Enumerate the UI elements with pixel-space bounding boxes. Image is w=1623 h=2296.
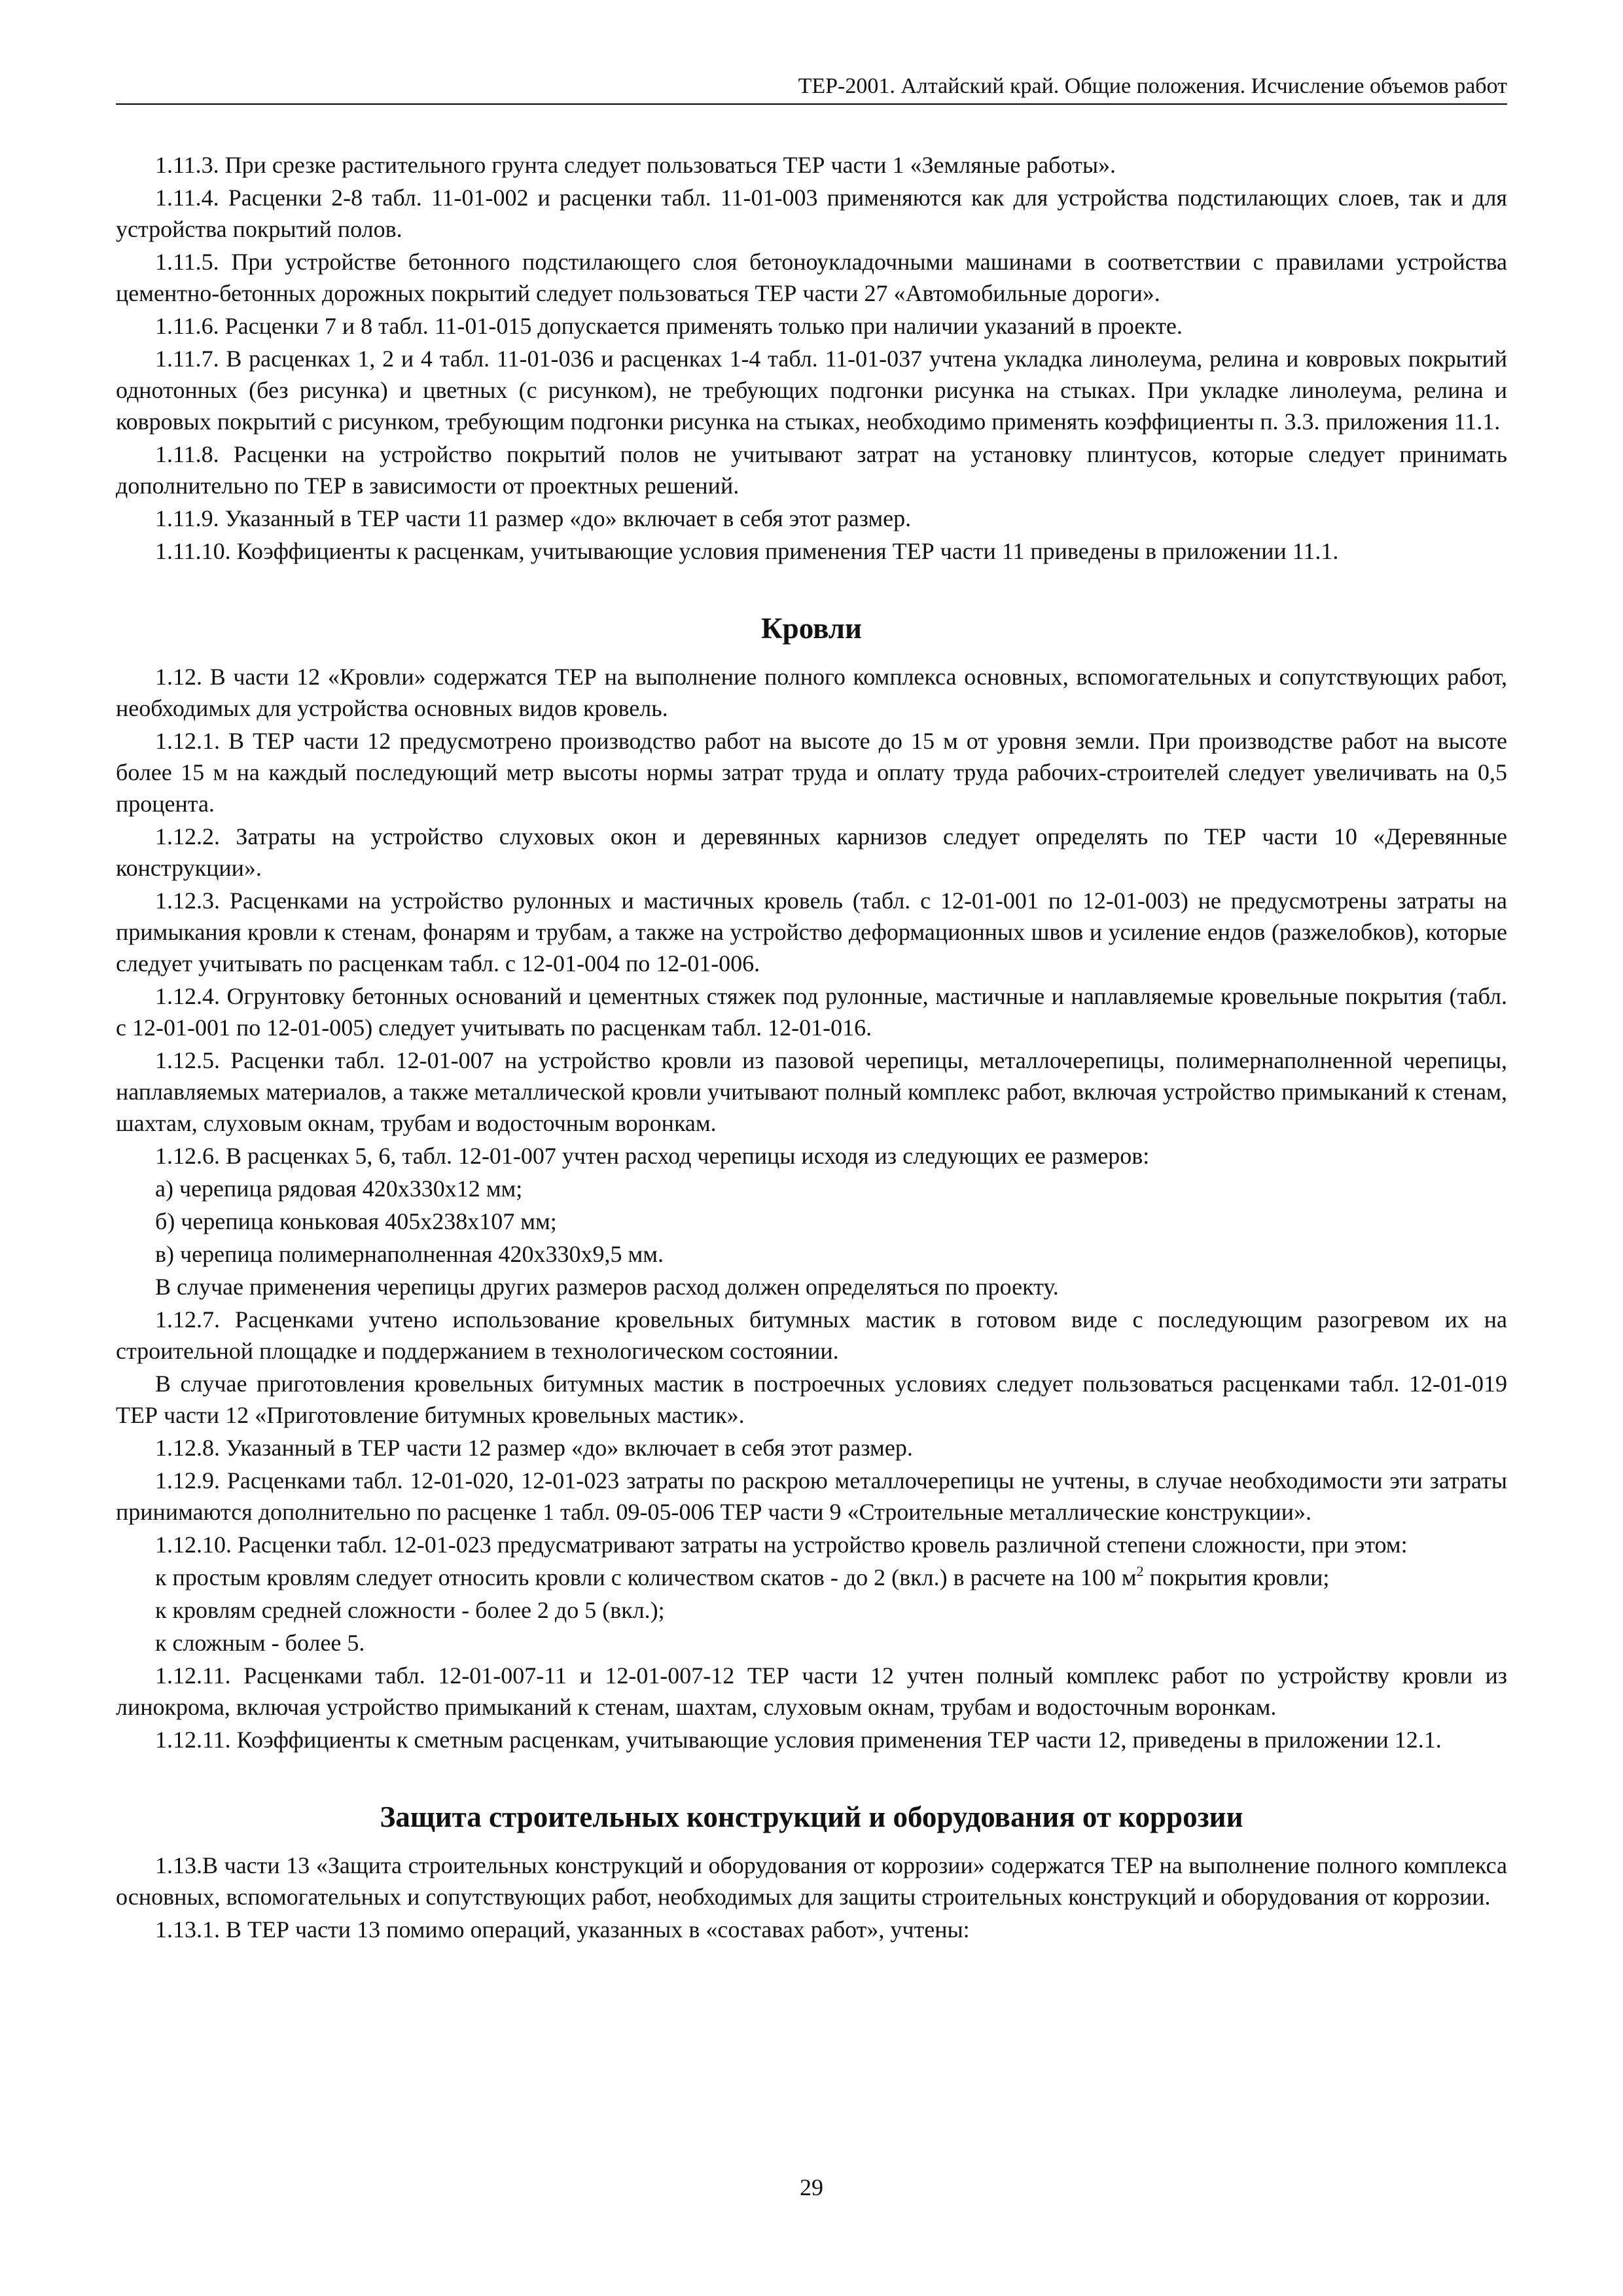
paragraph-1-12: 1.12. В части 12 «Кровли» содержатся ТЕР на выполнение полного комплекса основных, вспомогательных и сопутствующих работ, необходимых для устройства основных видов кровель.	[116, 664, 1507, 721]
list-item-tile-a: а) черепица рядовая 420х330х12 мм;	[155, 1175, 523, 1202]
section-heading-corrosion: Защита строительных конструкций и оборудования от коррозии	[380, 1801, 1243, 1833]
paragraph-1-11-6: 1.11.6. Расценки 7 и 8 табл. 11-01-015 допускается применять только при наличии указаний в проекте.	[155, 313, 1183, 339]
simple-roofs-text: к простым кровлям следует относить кровли с количеством скатов - до 2 (вкл.) в расчете на 100 м	[155, 1564, 1137, 1590]
running-title: ТЕР-2001. Алтайский край. Общие положения. Исчисление объемов работ	[798, 74, 1507, 98]
paragraph-mastic-preparation: В случае приготовления кровельных битумных мастик в построечных условиях следует пользоваться расценками табл. 12-01-019 ТЕР части 12 «Приготовление битумных кровельных мастик».	[116, 1371, 1507, 1428]
paragraph-1-12-8: 1.12.8. Указанный в ТЕР части 12 размер «до» включает в себя этот размер.	[155, 1435, 913, 1461]
paragraph-1-12-11-coefficients: 1.12.11. Коэффициенты к сметным расценкам, учитывающие условия применения ТЕР части 12, приведены в приложении 12.1.	[155, 1727, 1442, 1753]
paragraph-1-12-11-linokrom: 1.12.11. Расценками табл. 12-01-007-11 и 12-01-007-12 ТЕР части 12 учтен полный комплекс работ по устройству кровли из линокрома, включая устройство примыканий к стенам, шахтам, слуховым окнам, трубам и водосточным воронкам.	[116, 1662, 1507, 1720]
page-number: 29	[800, 2174, 823, 2200]
paragraph-1-11-5: 1.11.5. При устройстве бетонного подстилающего слоя бетоноукладочными машинами в соответствии с правилами устройства цементно-бетонных дорожных покрытий следует пользоваться ТЕР части 27 «Автомобильные дороги».	[116, 249, 1507, 306]
paragraph-1-13: 1.13.В части 13 «Защита строительных конструкций и оборудования от коррозии» содержатся ТЕР на выполнение полного комплекса основных, вспомогательных и сопутствующих работ, необходимых для защиты строительных конструкций и оборудования от коррозии.	[116, 1852, 1507, 1910]
paragraph-1-12-6: 1.12.6. В расценках 5, 6, табл. 12-01-007 учтен расход черепицы исходя из следующих ее размеров:	[155, 1143, 1150, 1169]
paragraph-1-11-9: 1.11.9. Указанный в ТЕР части 11 размер «до» включает в себя этот размер.	[155, 505, 912, 531]
superscript-2: 2	[1136, 1563, 1144, 1579]
paragraph-1-13-1: 1.13.1. В ТЕР части 13 помимо операций, указанных в «составах работ», учтены:	[155, 1916, 970, 1943]
section-heading-roofs: Кровли	[761, 612, 862, 645]
paragraph-1-12-4: 1.12.4. Огрунтовку бетонных оснований и цементных стяжек под рулонные, мастичные и наплавляемые кровельные покрытия (табл. с 12-01-001 по 12-01-005) следует учитывать по расценкам табл. 12-01-016.	[116, 983, 1507, 1041]
paragraph-1-11-8: 1.11.8. Расценки на устройство покрытий полов не учитывают затрат на установку плинтусов, которые следует принимать дополнительно по ТЕР в зависимости от проектных решений.	[116, 441, 1507, 499]
paragraph-1-12-10: 1.12.10. Расценки табл. 12-01-023 предусматривают затраты на устройство кровель различной степени сложности, при этом:	[155, 1532, 1408, 1558]
paragraph-1-11-4: 1.11.4. Расценки 2-8 табл. 11-01-002 и расценки табл. 11-01-003 применяются как для устройства подстилающих слоев, так и для устройства покрытий полов.	[116, 185, 1507, 242]
paragraph-1-12-2: 1.12.2. Затраты на устройство слуховых окон и деревянных карнизов следует определять по ТЕР части 10 «Деревянные конструкции».	[116, 823, 1507, 881]
list-item-complex-roofs: к сложным - более 5.	[155, 1630, 365, 1656]
document-body	[116, 149, 1507, 1946]
list-item-tile-b: б) черепица коньковая 405х238х107 мм;	[155, 1208, 557, 1234]
list-item-medium-roofs: к кровлям средней сложности - более 2 до 5 (вкл.);	[155, 1597, 665, 1623]
paragraph-1-12-9: 1.12.9. Расценками табл. 12-01-020, 12-01-023 затраты по раскрою металлочерепицы не учтены, в случае необходимости эти затраты принимаются дополнительно по расценке 1 табл. 09-05-006 ТЕР части 9 «Строительные металлические конструкции».	[116, 1467, 1507, 1525]
paragraph-1-12-5: 1.12.5. Расценки табл. 12-01-007 на устройство кровли из пазовой черепицы, металлочерепицы, полимернаполненной черепицы, наплавляемых материалов, а также металлической кровли учитывают полный комплекс работ, включая устройство примыканий к стенам, шахтам, слуховым окнам, трубам и водосточным воронкам.	[116, 1047, 1507, 1136]
running-header	[116, 72, 1507, 105]
paragraph-other-sizes: В случае применения черепицы других размеров расход должен определяться по проекту.	[155, 1274, 1059, 1300]
list-item-tile-c: в) черепица полимернаполненная 420х330х9,5 мм.	[155, 1241, 664, 1267]
simple-roofs-end: покрытия кровли;	[1143, 1564, 1330, 1590]
paragraph-1-12-7: 1.12.7. Расценками учтено использование кровельных битумных мастик в готовом виде с последующим разогревом их на строительной площадке и поддержанием в технологическом состоянии.	[116, 1306, 1507, 1364]
paragraph-1-11-7: 1.11.7. В расценках 1, 2 и 4 табл. 11-01-036 и расценках 1-4 табл. 11-01-037 учтена укладка линолеума, релина и ковровых покрытий однотонных (без рисунка) и цветных (с рисунком), не требующих подгонки рисунка на стыках. При укладке линолеума, релина и ковровых покрытий с рисунком, требующим подгонки рисунка на стыках, необходимо применять коэффициенты п. 3.3. приложения 11.1.	[116, 346, 1507, 435]
paragraph-1-12-3: 1.12.3. Расценками на устройство рулонных и мастичных кровель (табл. с 12-01-001 по 12-01-003) не предусмотрены затраты на примыкания кровли к стенам, фонарям и трубам, а также на устройство деформационных швов и усиление ендов (разжелобков), которые следует учитывать по расценкам табл. с 12-01-004 по 12-01-006.	[116, 888, 1507, 977]
list-item-simple-roofs	[116, 1562, 1507, 1593]
paragraph-1-11-10: 1.11.10. Коэффициенты к расценкам, учитывающие условия применения ТЕР части 11 приведены в приложении 11.1.	[155, 538, 1339, 564]
paragraph-1-11-3: 1.11.3. При срезке растительного грунта следует пользоваться ТЕР части 1 «Земляные работы».	[155, 152, 1116, 178]
paragraph-1-12-1: 1.12.1. В ТЕР части 12 предусмотрено производство работ на высоте до 15 м от уровня земли. При производстве работ на высоте более 15 м на каждый последующий метр высоты нормы затрат труда и оплату труда рабочих-строителей следует увеличивать на 0,5 процента.	[116, 728, 1507, 817]
